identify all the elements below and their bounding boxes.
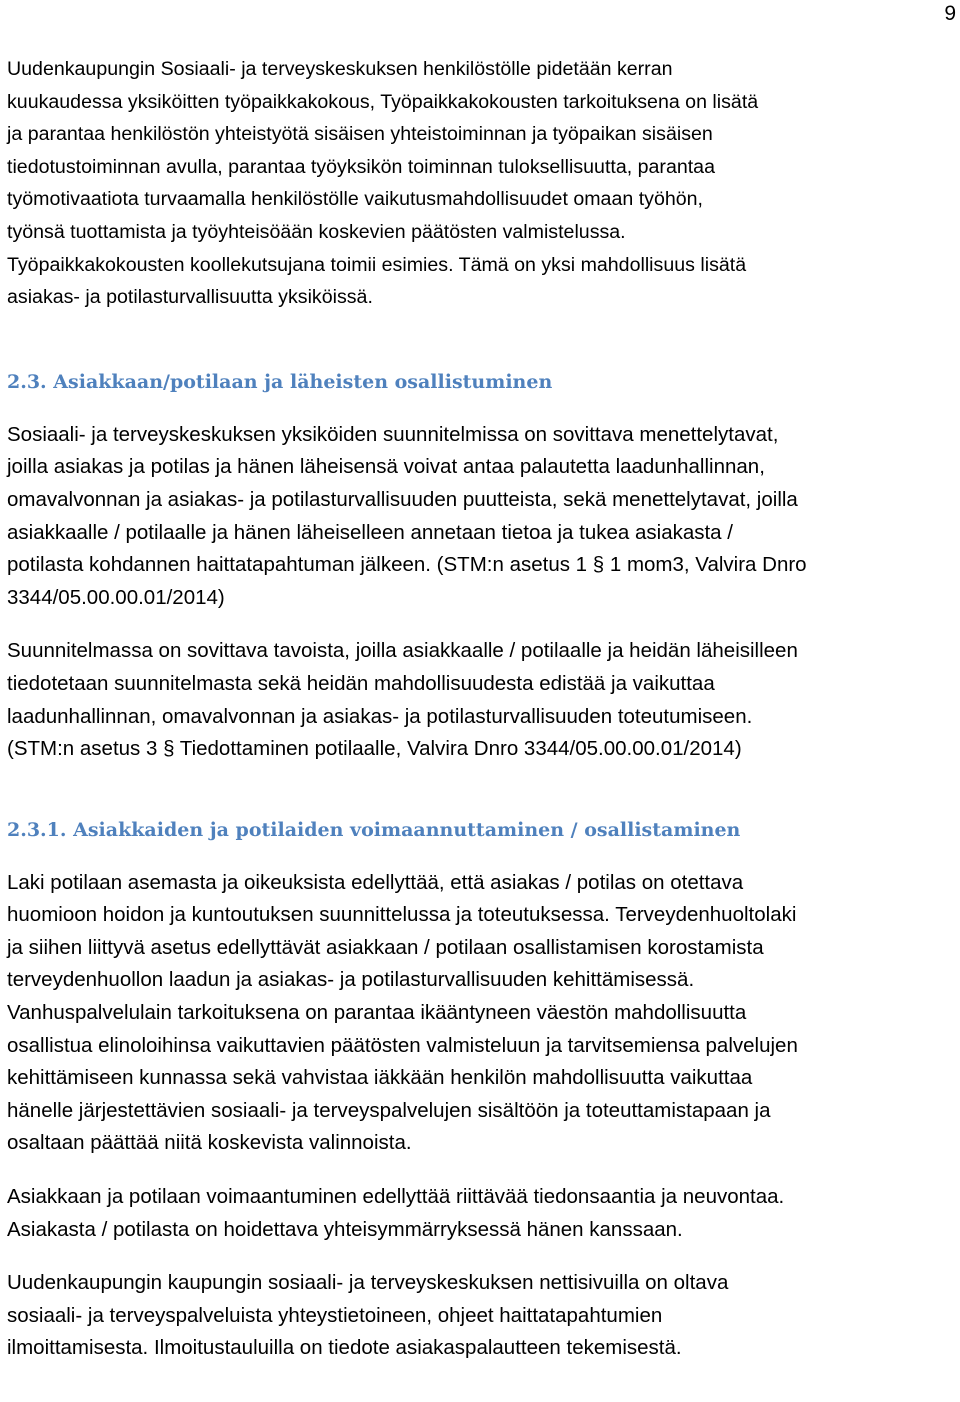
text-line: työmotivaatiota turvaamalla henkilöstölle vaikutusmahdollisuudet omaan työhön, xyxy=(7,188,703,211)
text-line: Uudenkaupungin Sosiaali- ja terveyskeskuksen henkilöstölle pidetään kerran xyxy=(7,58,673,80)
text-line: joilla asiakas ja potilas ja hänen läheisensä voivat antaa palautetta laadunhallinnan, xyxy=(7,455,765,479)
text-line: kuukaudessa yksiköitten työpaikkakokous, Työpaikkakokousten tarkoituksena on lisätä xyxy=(7,90,759,113)
section-2-3-paragraph-1 xyxy=(7,419,959,615)
text-line: huomioon hoidon ja kuntoutuksen suunnittelussa ja toteutuksessa. Terveydenhuoltolaki xyxy=(7,903,797,927)
text-line: työnsä tuottamista ja työyhteisöään koskevien päätösten valmistelussa. xyxy=(7,220,626,243)
text-line: Sosiaali- ja terveyskeskuksen yksiköiden suunnitelmissa on sovittava menettelytavat, xyxy=(7,422,779,446)
text-line: ilmoittamisesta. Ilmoitustauluilla on tiedote asiakaspalautteen tekemisestä. xyxy=(7,1336,682,1360)
text-line: Laki potilaan asemasta ja oikeuksista edellyttää, että asiakas / potilas on otettava xyxy=(7,870,744,894)
text-line: osallistua elinoloihinsa vaikuttavien päätösten valmisteluun ja tarvitsemiensa palvelujen xyxy=(7,1033,798,1057)
text-line: asiakas- ja potilasturvallisuutta yksiköissä. xyxy=(7,286,373,309)
text-line: Uudenkaupungin kaupungin sosiaali- ja terveyskeskuksen nettisivuilla on oltava xyxy=(7,1271,729,1295)
text-line: Vanhuspalvelulain tarkoituksena on parantaa ikääntyneen väestön mahdollisuutta xyxy=(7,1001,747,1025)
text-line: 3344/05.00.00.01/2014) xyxy=(7,585,225,609)
section-2-3-1-paragraph-1 xyxy=(7,867,959,1160)
text-line: (STM:n asetus 3 § Tiedottaminen potilaalle, Valvira Dnro 3344/05.00.00.01/2014) xyxy=(7,737,742,761)
text-line: asiakkaalle / potilaalle ja hänen läheiselleen annetaan tietoa ja tukea asiakasta / xyxy=(7,520,733,544)
section-2-3-paragraph-2 xyxy=(7,635,959,765)
page-number: 9 xyxy=(944,2,956,25)
intro-paragraph xyxy=(7,53,959,314)
text-line: terveydenhuollon laadun ja asiakas- ja potilasturvallisuuden kehittämisessä. xyxy=(7,968,695,992)
text-line: laadunhallinnan, omavalvonnan ja asiakas- ja potilasturvallisuuden toteutumiseen. xyxy=(7,704,753,728)
section-2-3-1-paragraph-3 xyxy=(7,1267,959,1365)
text-line: Työpaikkakokousten koollekutsujana toimii esimies. Tämä on yksi mahdollisuus lisätä xyxy=(7,253,747,276)
text-line: ja siihen liittyvä asetus edellyttävät asiakkaan / potilaan osallistamisen korostamista xyxy=(7,935,764,959)
section-2-3-1-paragraph-2 xyxy=(7,1181,959,1246)
section-heading-2-3: 2.3. Asiakkaan/potilaan ja läheisten osallistuminen xyxy=(7,370,553,393)
section-heading-2-3-1: 2.3.1. Asiakkaiden ja potilaiden voimaannuttaminen / osallistaminen xyxy=(7,818,741,841)
text-line: potilasta kohdannen haittatapahtuman jälkeen. (STM:n asetus 1 § 1 mom3, Valvira Dnro xyxy=(7,553,807,577)
text-line: sosiaali- ja terveyspalveluista yhteystietoineen, ohjeet haittatapahtumien xyxy=(7,1303,663,1327)
text-line: Asiakasta / potilasta on hoidettava yhteisymmärryksessä hänen kanssaan. xyxy=(7,1217,683,1241)
text-line: ja parantaa henkilöstön yhteistyötä sisäisen yhteistoiminnan ja työpaikan sisäisen xyxy=(7,123,713,146)
text-line: kehittämiseen kunnassa sekä vahvistaa iäkkään henkilön mahdollisuutta vaikuttaa xyxy=(7,1066,753,1090)
text-line: Suunnitelmassa on sovittava tavoista, joilla asiakkaalle / potilaalle ja heidän läheisilleen xyxy=(7,639,798,663)
document-body xyxy=(7,53,959,1365)
text-line: hänelle järjestettävien sosiaali- ja terveyspalvelujen sisältöön ja toteuttamistapaan ja xyxy=(7,1098,771,1122)
text-line: omavalvonnan ja asiakas- ja potilasturvallisuuden puutteista, sekä menettelytavat, joilla xyxy=(7,487,798,511)
text-line: tiedotustoiminnan avulla, parantaa työyksikön toiminnan tuloksellisuutta, parantaa xyxy=(7,155,715,178)
text-line: tiedotetaan suunnitelmasta sekä heidän mahdollisuudesta edistää ja vaikuttaa xyxy=(7,671,715,695)
text-line: Asiakkaan ja potilaan voimaantuminen edellyttää riittävää tiedonsaantia ja neuvontaa. xyxy=(7,1185,785,1209)
text-line: osaltaan päättää niitä koskevista valinnoista. xyxy=(7,1131,412,1155)
